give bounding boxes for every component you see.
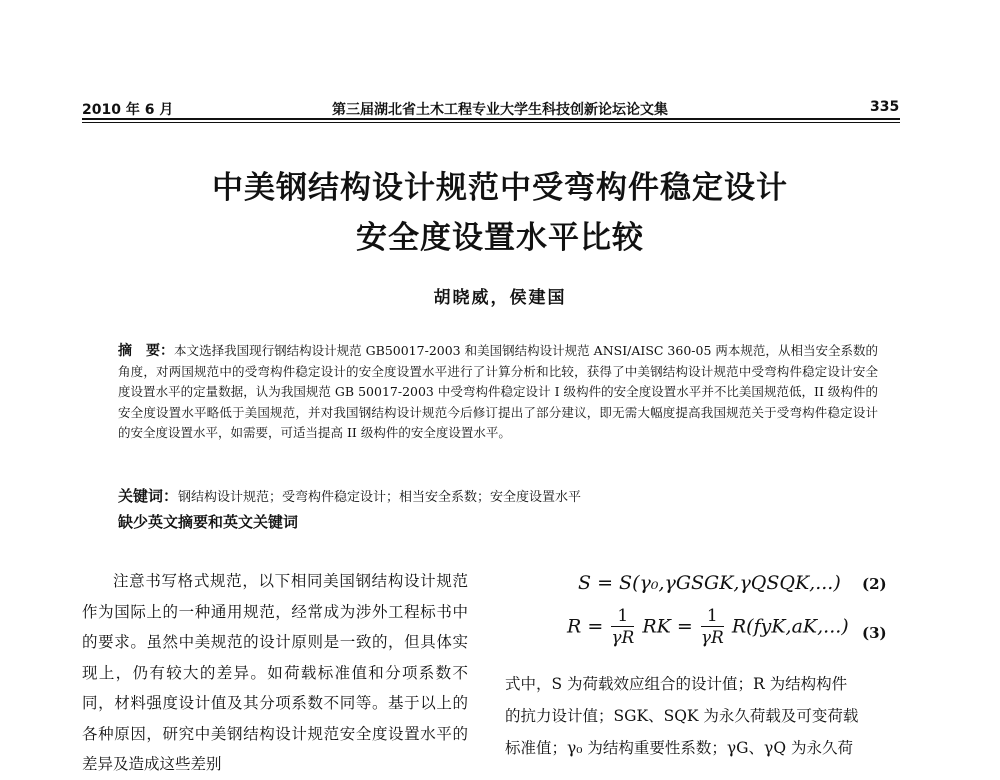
eq3-frac-num-a: 1 <box>611 606 634 627</box>
abstract <box>118 341 878 444</box>
header-journal: 第三届湖北省土木工程专业大学生科技创新论坛论文集 <box>332 102 668 118</box>
keywords-label: 关键词： <box>118 487 179 505</box>
eq3-frac-den-b: γR <box>700 628 724 648</box>
header-rule-thin <box>82 122 900 123</box>
eq3-number: (3) <box>862 624 887 642</box>
eq3-fraction-b <box>701 606 724 649</box>
abstract-text: 本文选择我国现行钢结构设计规范 GB50017-2003 和美国钢结构设计规范 ANSI/AISC 360-05 两本规范，从相当安全系数的角度，对两国规范中的受弯构件稳定设计的安全度设置水平进行了计算分析和比较，获得了中美钢结构设计规范中受弯构件稳定设计安全度设置水平的定量数据，认为我国规范 GB 50017-2003 中受弯构件稳定设计 I 级构件的安全度设置水平并不比美国规范低，II 级构件的安全度设置水平略低于美国规范，并对我国钢结构设计规范今后修订提出了部分建议，即无需大幅度提高我国规范关于受弯构件稳定设计的安全度设置水平，如需要，可适当提高 II 级构件的安全度设置水平。 <box>118 343 879 440</box>
body-right-line1: 式中，S 为荷载效应组合的设计值；R 为结构构件 <box>505 675 848 693</box>
body-right-line3: 标准值；γ₀ 为结构重要性系数；γG、γQ 为永久荷 <box>505 739 853 757</box>
missing-english-abstract-note: 缺少英文摘要和英文关键词 <box>118 513 299 531</box>
header-date: 2010 年 6 月 <box>82 102 174 118</box>
paper-title-line2: 安全度设置水平比较 <box>356 220 644 256</box>
eq2-lhs: S <box>578 572 592 594</box>
eq2-rhs: S(γ₀,γGSGK,γQSQK,...) <box>619 572 841 594</box>
keywords <box>118 485 581 506</box>
paper-authors: 胡晓威，侯建国 <box>433 288 567 308</box>
eq3-mid: RK <box>642 615 671 638</box>
eq3-fraction-a <box>611 606 634 649</box>
equation-3: R = $\frac{1}{\gamma R}$ RK = $\frac{1}{\gamma R}$ R(fyK,aK,...) <box>567 606 849 648</box>
eq3-lhs: R <box>567 615 582 638</box>
eq3-frac-num-b: 1 <box>701 606 724 627</box>
eq2-number: (2) <box>862 575 887 593</box>
body-left-column <box>82 566 468 780</box>
header-rule-thick <box>82 118 900 120</box>
body-left-paragraph: 注意书写格式规范，以下相同美国钢结构设计规范作为国际上的一种通用规范，经常成为涉外工程标书中的要求。虽然中美规范的设计原则是一致的，但具体实现上，仍有较大的差异。如荷载标准值和分项系数不同，材料强度设计值及其分项系数不同等。基于以上的各种原因，研究中美钢结构设计规范安全度设置水平的差异及造成这些差别 <box>82 572 468 773</box>
body-right-line2: 的抗力设计值；SGK、SQK 为永久荷载及可变荷载 <box>505 707 859 725</box>
keywords-text: 钢结构设计规范；受弯构件稳定设计；相当安全系数；安全度设置水平 <box>178 490 582 505</box>
eq3-rhs: R(fyK,aK,...) <box>731 615 849 638</box>
eq3-frac-den-a: γR <box>611 628 635 648</box>
header-page-number: 335 <box>870 99 900 115</box>
equation-2: S = S(γ₀,γGSGK,γQSQK,...) <box>578 572 841 594</box>
paper-title-line1: 中美钢结构设计规范中受弯构件稳定设计 <box>212 170 788 206</box>
abstract-label: 摘 要： <box>118 343 175 359</box>
body-right-column <box>505 668 905 764</box>
